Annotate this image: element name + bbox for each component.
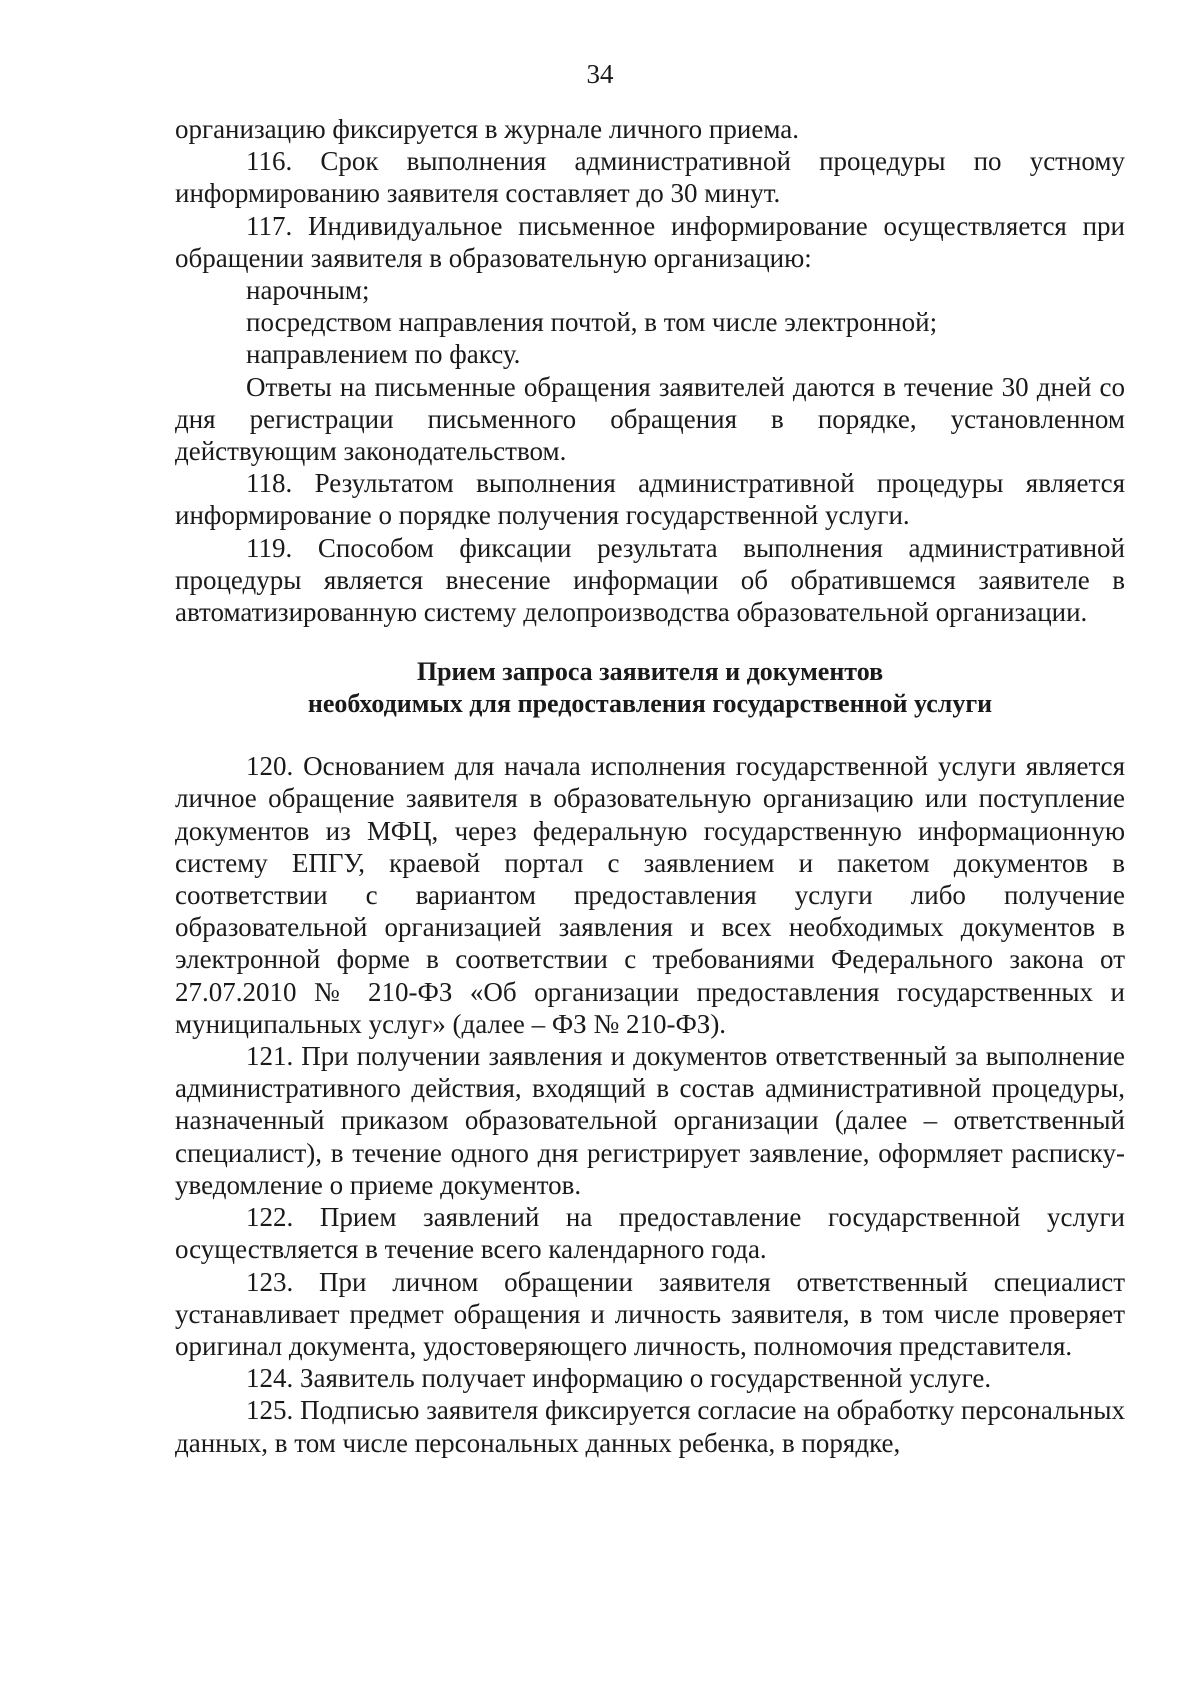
- paragraph-123: 123. При личном обращении заявителя ответственный специалист устанавливает предмет обращения и личность заявителя, в том числе проверяет оригинал документа, удостоверяющего личность, полномочия представителя.: [175, 1266, 1125, 1361]
- paragraph-118: 118. Результатом выполнения административной процедуры является информирование о порядке получения государственной услуги.: [175, 468, 1125, 531]
- list-item-by-mail: посредством направления почтой, в том числе электронной;: [246, 307, 938, 338]
- section-heading-line-1: Прием запроса заявителя и документов: [416, 657, 884, 687]
- paragraph-120: 120. Основанием для начала исполнения государственной услуги является личное обращение заявителя в образовательную организацию или поступление документов из МФЦ, через федеральную государственную информационную систему ЕПГУ, краевой портал с заявлением и пакетом документов в соответствии с вариантом предоставления услуги либо получение образовательной организацией заявления и всех необходимых документов в электронной форме в соответствии с требованиями Федерального закона от 27.07.2010 № 210-ФЗ «Об организации предоставления государственных и муниципальных услуг» (далее – ФЗ № 210-ФЗ).: [175, 751, 1125, 1039]
- paragraph-122: 122. Прием заявлений на предоставление государственной услуги осуществляется в течение всего календарного года.: [175, 1202, 1125, 1265]
- paragraph-121: 121. При получении заявления и документов ответственный за выполнение административного действия, входящий в состав административной процедуры, назначенный приказом образовательной организации (далее – ответственный специалист), в течение одного дня регистрирует заявление, оформляет расписку-уведомление о приеме документов.: [175, 1041, 1125, 1200]
- paragraph-117: 117. Индивидуальное письменное информирование осуществляется при обращении заявителя в образовательную организацию:: [175, 210, 1125, 273]
- page-number: 34: [586, 59, 614, 89]
- list-item-by-courier: нарочным;: [246, 275, 370, 306]
- paragraph-125: 125. Подписью заявителя фиксируется согласие на обработку персональных данных, в том числе персональных данных ребенка, в порядке,: [175, 1395, 1125, 1458]
- document-body: [175, 113, 1125, 1459]
- paragraph-responses: Ответы на письменные обращения заявителей даются в течение 30 дней со дня регистрации письменного обращения в порядке, установленном действующим законодательством.: [175, 371, 1125, 467]
- paragraph-124: 124. Заявитель получает информацию о государственной услуге.: [246, 1363, 992, 1394]
- section-heading: [175, 656, 1125, 720]
- paragraph-116: 116. Срок выполнения административной процедуры по устному информированию заявителя составляет до 30 минут.: [175, 146, 1125, 209]
- paragraph-continuation: организацию фиксируется в журнале личного приема.: [175, 114, 799, 144]
- section-heading-line-2: необходимых для предоставления государственной услуги: [307, 689, 993, 719]
- paragraph-119: 119. Способом фиксации результата выполнения административной процедуры является внесение информации об обратившемся заявителе в автоматизированную систему делопроизводства образовательной организации.: [175, 532, 1125, 628]
- list-item-by-fax: направлением по факсу.: [246, 339, 521, 370]
